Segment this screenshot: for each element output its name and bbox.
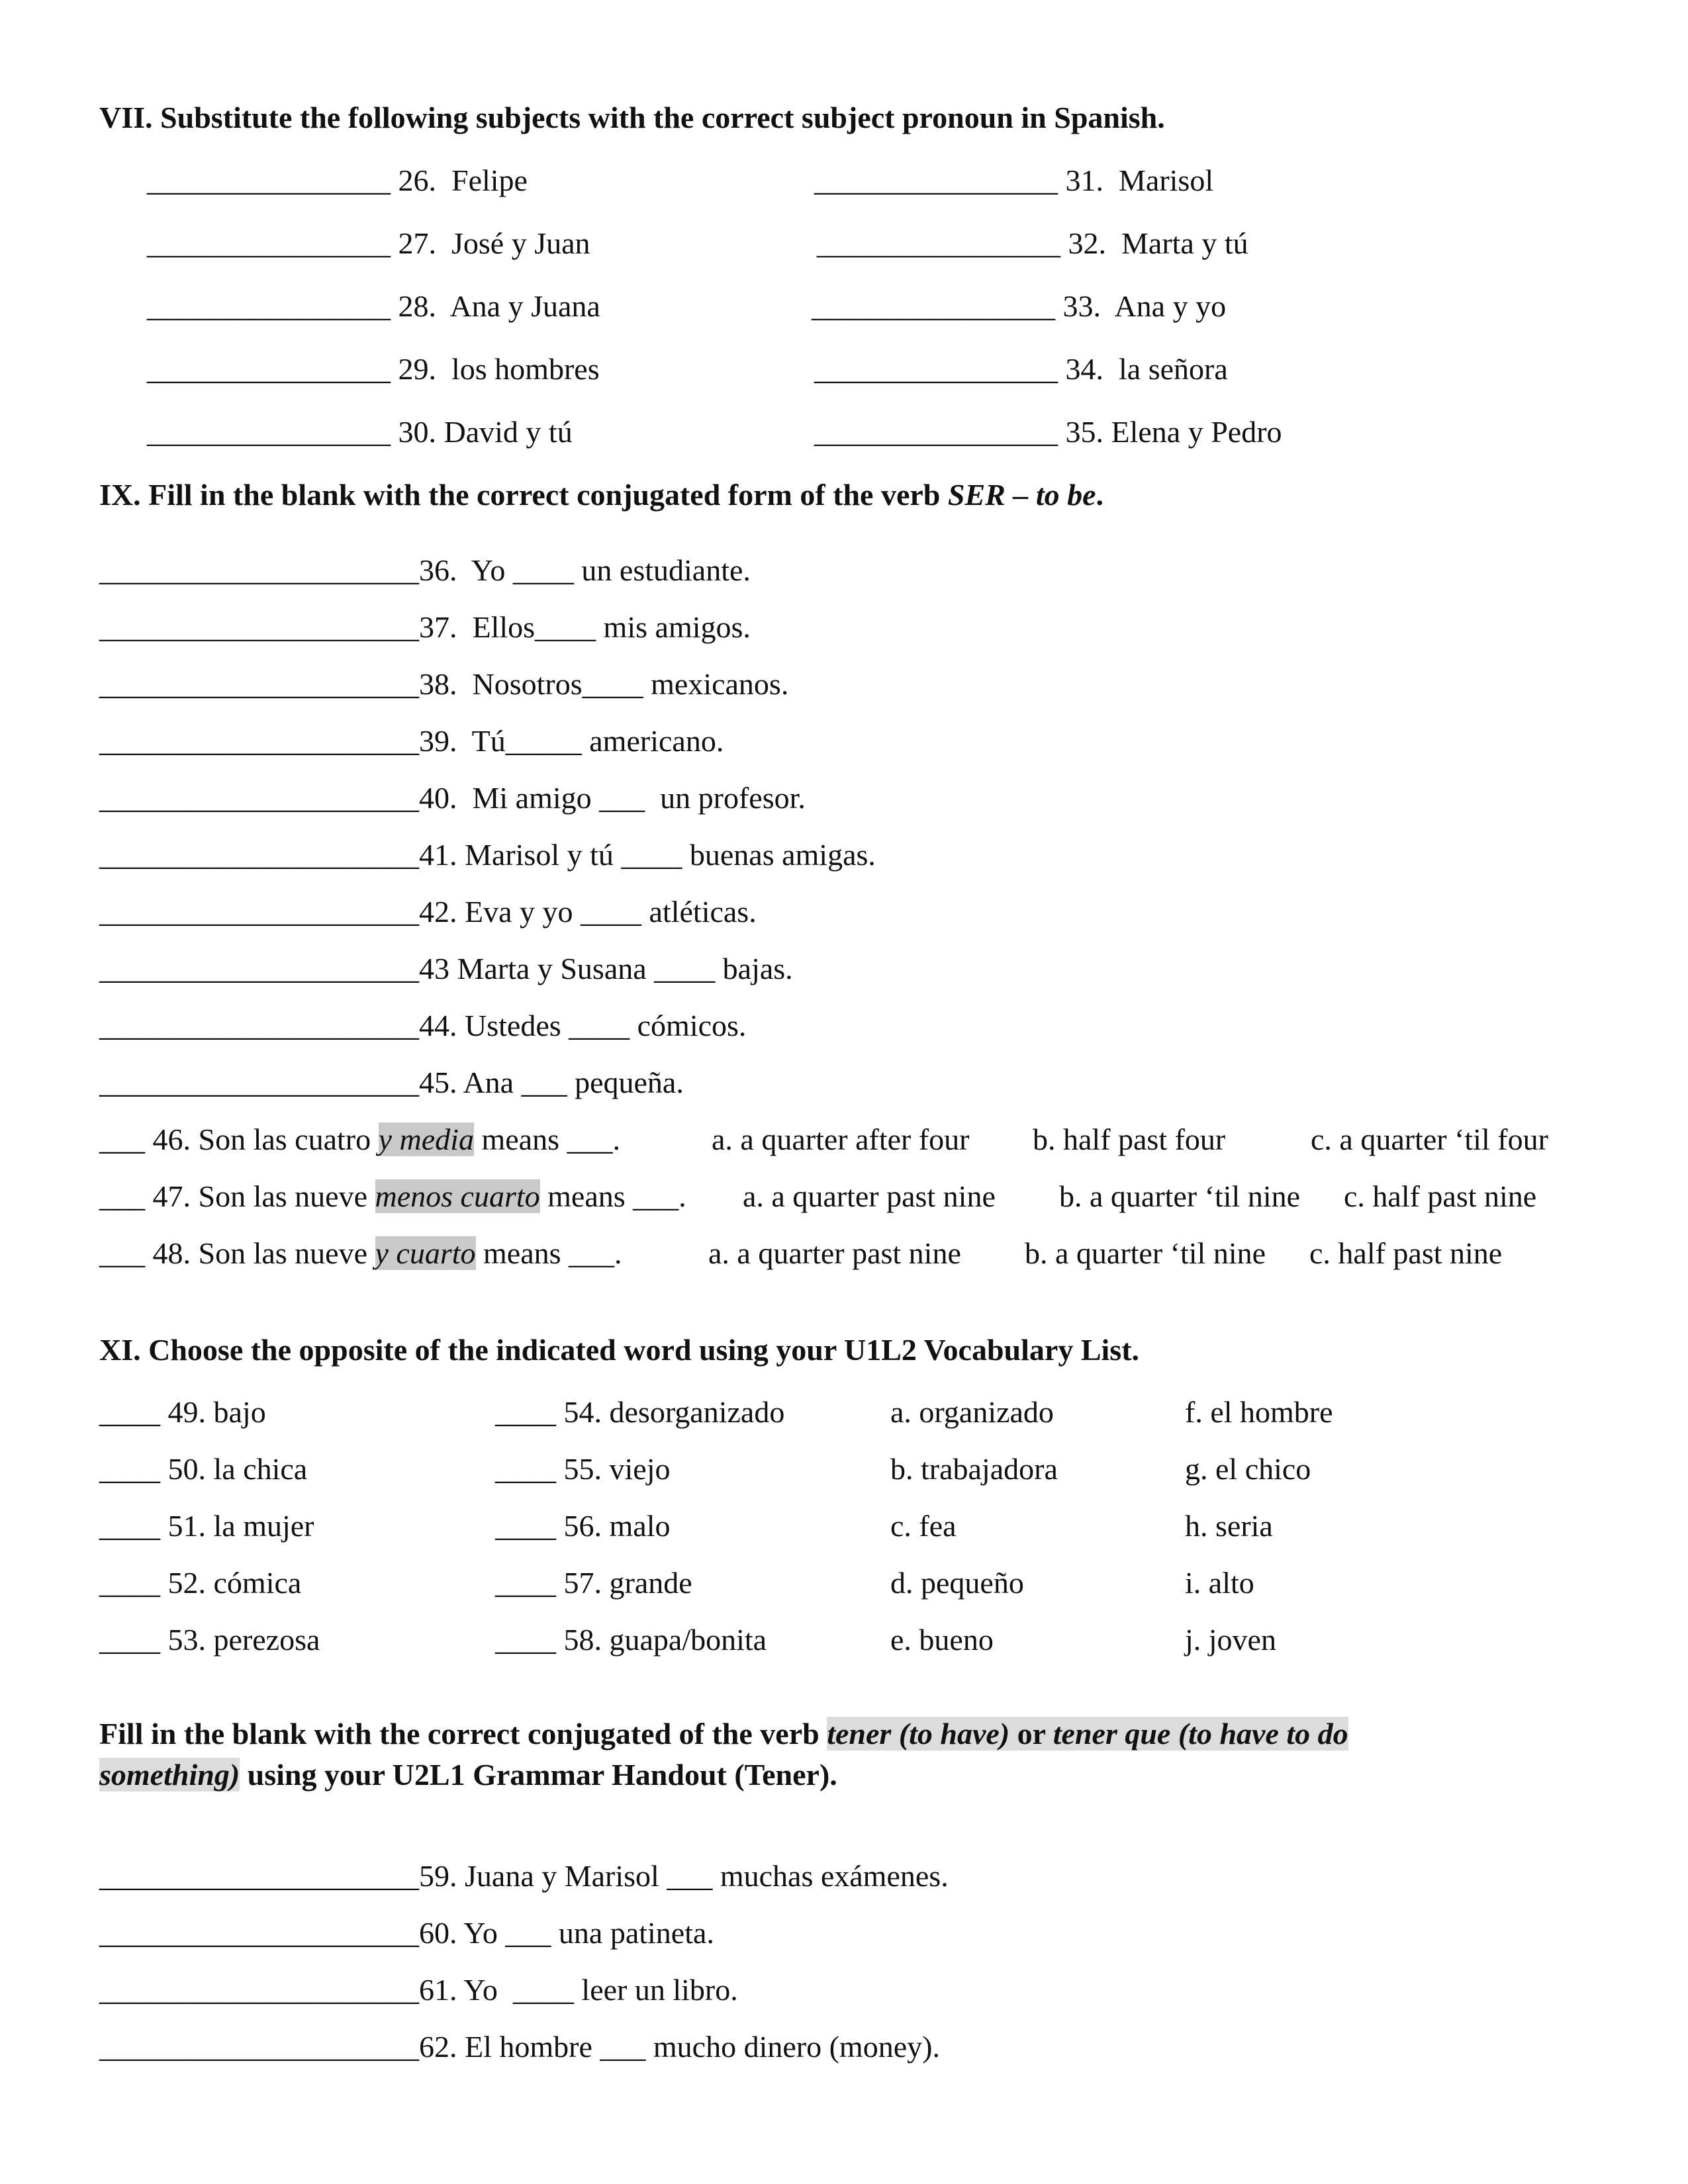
answer-b: b. trabajadora [890, 1452, 1058, 1486]
item-26: ________________ 26. Felipe [147, 163, 528, 197]
item-48-option-b: b. a quarter ‘til nine [1025, 1236, 1266, 1270]
item-59: _____________________59. Juana y Marisol ___ muchas exámenes. [99, 1859, 949, 1893]
tener-heading-line1: Fill in the blank with the correct conjugated of the verb tener (to have) or tener que (to have to do [99, 1717, 1348, 1751]
item-29: ________________ 29. los hombres [147, 352, 600, 386]
item-39: _____________________39. Tú_____ americano. [99, 724, 724, 758]
answer-c: c. fea [890, 1509, 957, 1543]
item-28: ________________ 28. Ana y Juana [147, 289, 600, 323]
item-33: ________________ 33. Ana y yo [812, 289, 1227, 323]
item-51: ____ 51. la mujer [99, 1509, 314, 1543]
answer-g: g. el chico [1185, 1452, 1311, 1486]
answer-j: j. joven [1185, 1623, 1276, 1657]
item-35: ________________ 35. Elena y Pedro [814, 415, 1282, 449]
item-38: _____________________38. Nosotros____ mexicanos. [99, 667, 789, 701]
item-37: _____________________37. Ellos____ mis amigos. [99, 610, 751, 644]
item-43: _____________________43 Marta y Susana ____ bajas. [99, 952, 793, 985]
item-52: ____ 52. cómica [99, 1566, 302, 1600]
item-62: _____________________62. El hombre ___ mucho dinero (money). [99, 2030, 940, 2064]
section-ix-heading: IX. Fill in the blank with the correct conjugated form of the verb SER – to be. [99, 478, 1104, 512]
item-60: _____________________60. Yo ___ una patineta. [99, 1916, 714, 1950]
item-48-option-c: c. half past nine [1309, 1236, 1503, 1270]
answer-e: e. bueno [890, 1623, 994, 1657]
answer-f: f. el hombre [1185, 1395, 1333, 1429]
item-56: ____ 56. malo [495, 1509, 671, 1543]
answer-d: d. pequeño [890, 1566, 1024, 1600]
item-48-option-a: a. a quarter past nine [708, 1236, 961, 1270]
section-vii-heading: VII. Substitute the following subjects with the correct subject pronoun in Spanish. [99, 101, 1165, 134]
tener-heading-line2: something) using your U2L1 Grammar Handout (Tener). [99, 1758, 837, 1792]
item-44: _____________________44. Ustedes ____ cómicos. [99, 1009, 747, 1042]
item-47-option-c: c. half past nine [1344, 1179, 1537, 1213]
item-47-option-a: a. a quarter past nine [743, 1179, 996, 1213]
item-46-option-c: c. a quarter ‘til four [1311, 1122, 1548, 1156]
item-31: ________________ 31. Marisol [814, 163, 1214, 197]
item-61: _____________________61. Yo ____ leer un libro. [99, 1973, 738, 2007]
item-46-question: ___ 46. Son las cuatro y media means ___. [99, 1122, 620, 1156]
item-34: ________________ 34. la señora [814, 352, 1228, 386]
item-54: ____ 54. desorganizado [495, 1395, 785, 1429]
item-45: _____________________45. Ana ___ pequeña. [99, 1066, 684, 1099]
item-36: _____________________36. Yo ____ un estudiante. [99, 553, 751, 587]
answer-h: h. seria [1185, 1509, 1273, 1543]
answer-a: a. organizado [890, 1395, 1054, 1429]
item-53: ____ 53. perezosa [99, 1623, 320, 1657]
item-47-option-b: b. a quarter ‘til nine [1059, 1179, 1301, 1213]
item-47-question: ___ 47. Son las nueve menos cuarto means ___. [99, 1179, 686, 1213]
item-57: ____ 57. grande [495, 1566, 692, 1600]
item-32: ________________ 32. Marta y tú [817, 226, 1248, 260]
item-48-question: ___ 48. Son las nueve y cuarto means ___. [99, 1236, 622, 1270]
item-46-option-a: a. a quarter after four [712, 1122, 970, 1156]
item-27: ________________ 27. José y Juan [147, 226, 590, 260]
item-46-option-b: b. half past four [1033, 1122, 1226, 1156]
item-41: _____________________41. Marisol y tú ____ buenas amigas. [99, 838, 876, 872]
item-42: _____________________42. Eva y yo ____ atléticas. [99, 895, 757, 929]
item-30: ________________ 30. David y tú [147, 415, 573, 449]
answer-i: i. alto [1185, 1566, 1254, 1600]
item-50: ____ 50. la chica [99, 1452, 308, 1486]
item-40: _____________________40. Mi amigo ___ un profesor. [99, 781, 806, 815]
item-55: ____ 55. viejo [495, 1452, 671, 1486]
section-xi-heading: XI. Choose the opposite of the indicated word using your U1L2 Vocabulary List. [99, 1333, 1140, 1367]
item-49: ____ 49. bajo [99, 1395, 266, 1429]
item-58: ____ 58. guapa/bonita [495, 1623, 767, 1657]
